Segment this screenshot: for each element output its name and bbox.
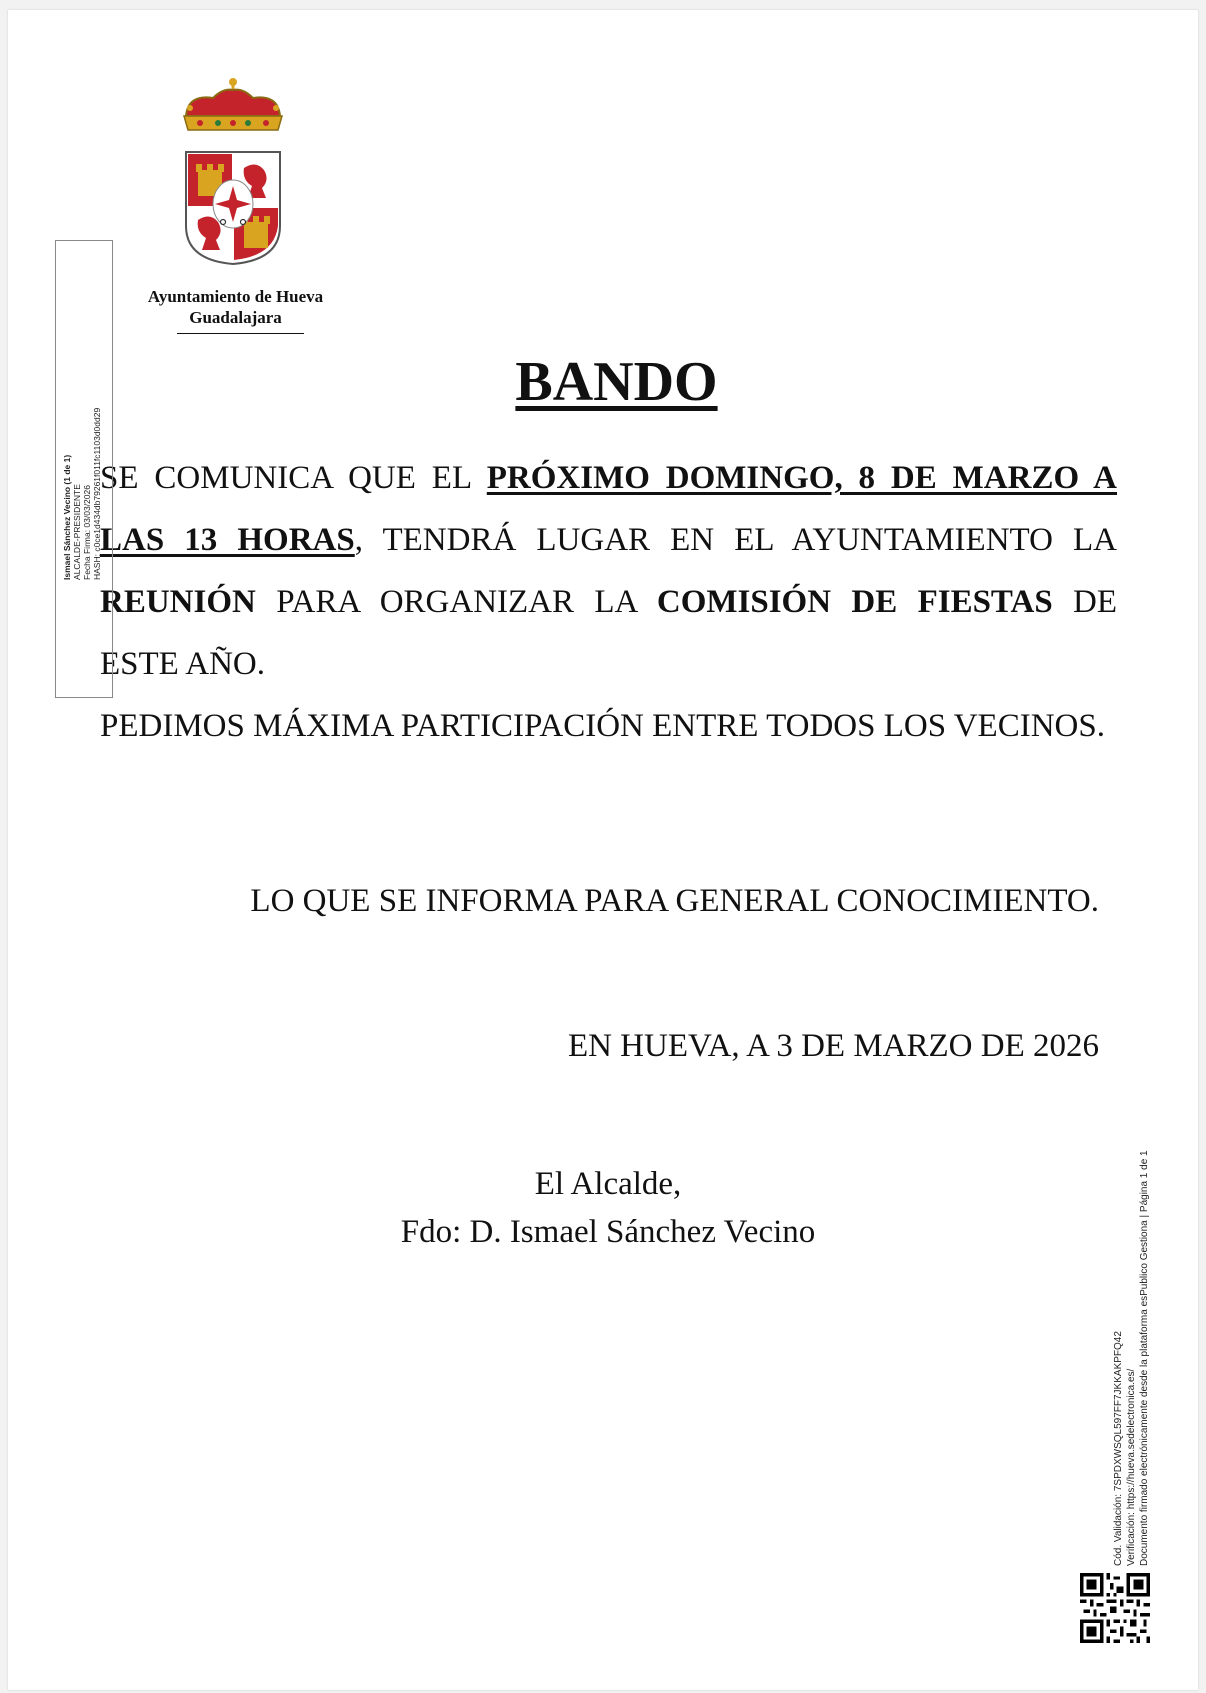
highlighted-meeting: REUNIÓN	[100, 584, 256, 620]
place-and-date: EN HUEVA, A 3 DE MARZO DE 2026	[567, 1028, 1099, 1064]
text-run: PARA ORGANIZAR LA	[255, 584, 657, 620]
closing-formula: LO QUE SE INFORMA PARA GENERAL CONOCIMIENTO.	[250, 883, 1099, 919]
signatory-role: El Alcalde,	[534, 1166, 682, 1202]
announcement-body	[100, 447, 1117, 757]
text-run: , TENDRÁ LUGAR EN EL AYUNTAMIENTO LA	[354, 522, 1117, 558]
signature-stamp-text	[62, 408, 102, 580]
validation-code: Cód. Validación: 7SPDXWSQL597FF7JKKAKPFQ42	[1113, 1331, 1124, 1566]
stamp-position: ALCALDE-PRESIDENTE	[72, 484, 82, 580]
stamp-hash: HASH: c0ce1d434db79261f011fc1103d0dd29	[92, 407, 102, 580]
issuing-authority	[128, 286, 343, 328]
org-name: Ayuntamiento de Hueva	[147, 287, 324, 306]
coat-of-arms-icon	[178, 76, 288, 266]
highlighted-date: PRÓXIMO DOMINGO, 8 DE MARZO A LAS 13 HORAS	[100, 460, 1118, 558]
participation-paragraph: PEDIMOS MÁXIMA PARTICIPACIÓN ENTRE TODOS LOS VECINOS.	[100, 708, 1105, 744]
org-underline	[177, 333, 304, 334]
validation-footer	[1112, 1150, 1151, 1566]
stamp-date: Fecha Firma: 03/03/2026	[82, 485, 92, 580]
signatory-name: Fdo: D. Ismael Sánchez Vecino	[400, 1214, 816, 1250]
document-title: BANDO	[515, 351, 718, 413]
platform-notice: Documento firmado electrónicamente desde la plataforma esPublico Gestiona | Página 1 de 1	[1139, 1150, 1150, 1566]
announcement-paragraph	[100, 447, 1117, 695]
verification-url[interactable]: Verificación: https://hueva.sedelectronica.es/	[1126, 1368, 1137, 1566]
highlighted-commission: COMISIÓN DE FIESTAS	[656, 584, 1053, 620]
text-run: DE ESTE AÑO.	[100, 584, 1118, 682]
qr-code-icon[interactable]	[1080, 1573, 1150, 1643]
text-run: SE COMUNICA QUE EL	[100, 460, 487, 496]
stamp-signer: Ismael Sánchez Vecino (1 de 1)	[62, 454, 72, 580]
document-page	[8, 10, 1198, 1690]
signature-block	[8, 1160, 1206, 1256]
org-province: Guadalajara	[189, 308, 282, 327]
